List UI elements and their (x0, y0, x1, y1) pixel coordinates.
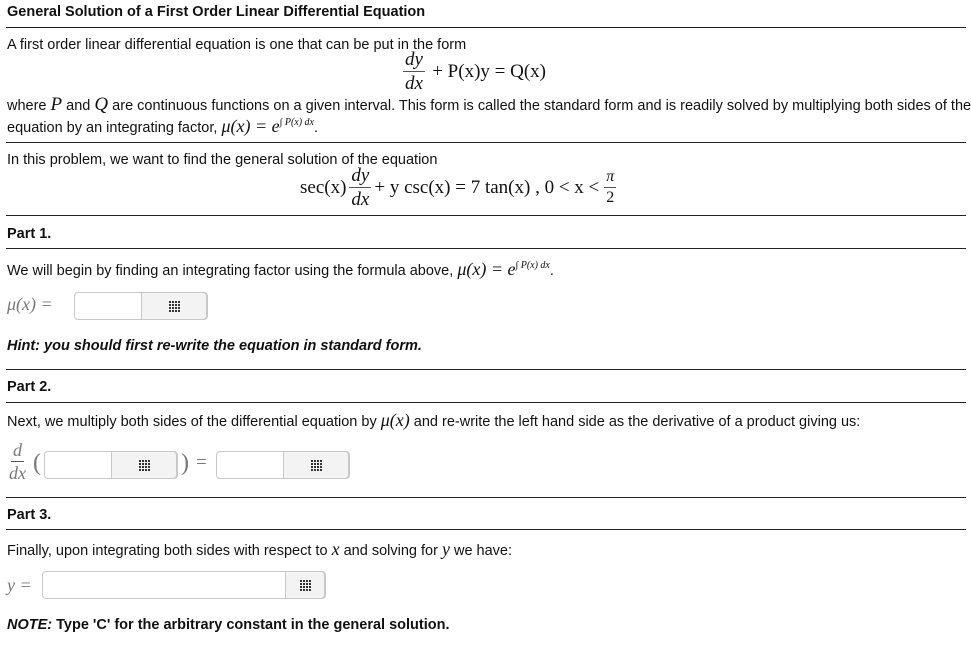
part1-text: We will begin by finding an integrating factor using the formula above, $\mu(x) = e^{\int P(x) dx}$. (7, 259, 554, 279)
mu-answer-label: μ(x) = (7, 294, 53, 314)
page-title: General Solution of a First Order Linear Differential Equation (7, 4, 426, 20)
intro-line-3: equation by an integrating factor, $\mu(x) = e^{\int P(x) dx}$. (7, 116, 319, 136)
d-dx-fraction: $\frac{d}{dx}$ (9, 440, 26, 483)
rhs-answer-input[interactable] (217, 452, 291, 478)
equals-sign: = (196, 452, 207, 473)
divider (6, 215, 966, 216)
divider (6, 27, 966, 28)
integrating-factor-formula: $\mu(x) = e^{\int P(x) dx}$ (221, 116, 314, 136)
divider (6, 142, 966, 143)
part1-hint: Hint: you should first re-write the equation in standard form. (7, 338, 422, 354)
integrating-factor-formula: $\mu(x) = e^{\int P(x) dx}$ (457, 259, 550, 279)
grid-keypad-icon (139, 460, 150, 471)
part2-heading: Part 2. (7, 379, 52, 395)
part3-heading: Part 3. (7, 507, 52, 523)
divider (6, 497, 966, 498)
standard-form-equation (403, 50, 546, 93)
math-keypad-button[interactable] (141, 292, 207, 320)
mu-answer-input[interactable] (75, 293, 149, 319)
problem-statement: In this problem, we want to find the general solution of the equation (7, 152, 438, 168)
dy-dx-fraction: $\frac{dy}{dx}$ (405, 49, 423, 94)
standard-form-rest: + P(x)y = Q(x) (432, 60, 546, 82)
divider (6, 248, 966, 249)
divider (6, 402, 966, 403)
general-solution-input[interactable] (43, 572, 267, 598)
general-solution-field[interactable] (42, 571, 326, 599)
product-answer-field[interactable] (44, 451, 178, 479)
divider (6, 529, 966, 530)
intro-line-2: where P and Q are continuous functions on a given interval. This form is called the standard form and is readily solved by multiplying both sides of the (7, 94, 971, 115)
part3-note: NOTE: Type 'C' for the arbitrary constant in the general solution. (7, 617, 450, 633)
part3-text: Finally, upon integrating both sides with respect to x and solving for y we have: (7, 539, 513, 559)
derivative-operator (9, 441, 26, 482)
open-paren: ( (33, 450, 41, 476)
intro-line-1: A first order linear differential equation is one that can be put in the form (7, 37, 467, 53)
rhs-answer-field[interactable] (216, 451, 350, 479)
divider (6, 369, 966, 370)
product-answer-input[interactable] (45, 452, 119, 478)
part1-heading: Part 1. (7, 226, 52, 242)
y-answer-label: y = (7, 575, 32, 595)
pi-over-two: $\frac{\pi}{2}$ (606, 168, 615, 206)
problem-equation: sec(x) $\frac{dy}{dx}$ + y csc(x) = 7 tan(x) , 0 < x < $\frac{\pi}{2}$ (300, 165, 615, 210)
part2-text: Next, we multiply both sides of the differential equation by μ(x) and re-write the left hand side as the derivative of a product giving us: (7, 410, 861, 430)
grid-keypad-icon (300, 580, 311, 591)
grid-keypad-icon (169, 301, 180, 312)
dy-dx-fraction: $\frac{dy}{dx}$ (351, 165, 370, 210)
mu-answer-field[interactable] (74, 292, 208, 320)
math-keypad-button[interactable] (111, 451, 177, 479)
math-keypad-button[interactable] (285, 571, 325, 599)
grid-keypad-icon (311, 460, 322, 471)
close-paren: ) (181, 450, 189, 476)
math-keypad-button[interactable] (283, 451, 349, 479)
